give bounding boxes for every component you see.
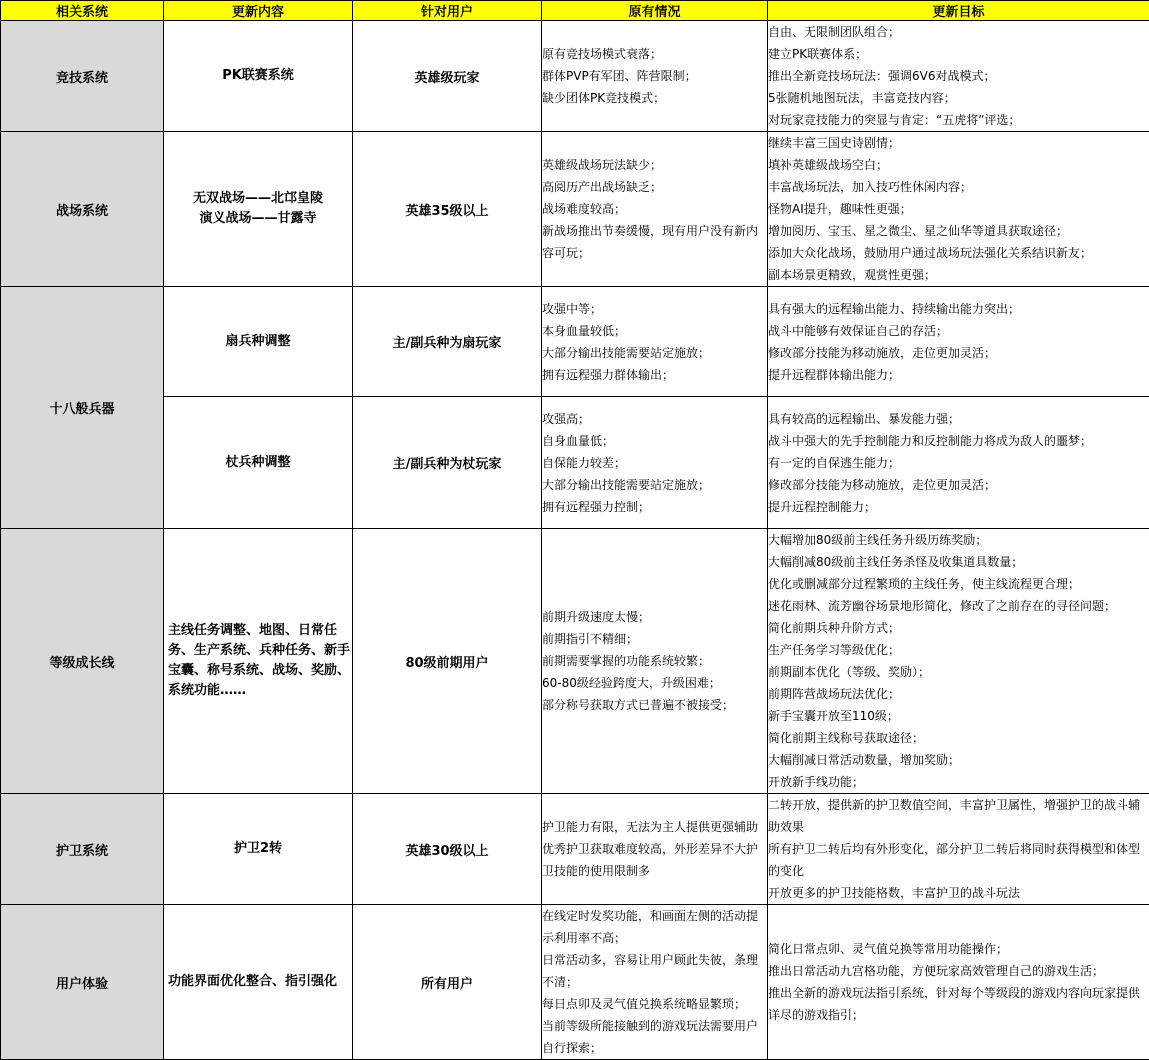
goal-item: 自由、无限制团队组合； — [768, 21, 1149, 43]
goal-cell — [768, 794, 1149, 905]
goal-item: 增加阅历、宝玉、星之微尘、星之仙华等道具获取途径； — [768, 220, 1149, 242]
original-cell — [542, 794, 768, 905]
original-item: 拥有远程强力控制； — [542, 496, 767, 518]
goal-item: 所有护卫二转后均有外形变化，部分护卫二转后将同时获得模型和体型的变化 — [768, 838, 1149, 882]
goal-cell — [768, 21, 1149, 132]
original-cell — [542, 529, 768, 794]
table-row — [1, 794, 1149, 905]
original-item: 攻强高； — [542, 408, 767, 430]
goal-item: 开放新手线功能； — [768, 771, 1149, 793]
original-item: 前期指引不精细； — [542, 628, 767, 650]
original-cell — [542, 287, 768, 397]
goal-cell — [768, 529, 1149, 794]
original-item: 本身血量较低； — [542, 320, 767, 342]
table-row — [1, 905, 1149, 1060]
header-row — [1, 1, 1149, 21]
goal-item: 继续丰富三国史诗剧情； — [768, 132, 1149, 154]
goal-item: 前期阵营战场玩法优化； — [768, 683, 1149, 705]
update-line: 护卫2转 — [164, 839, 352, 859]
user-cell: 所有用户 — [353, 905, 542, 1060]
goal-item: 提升远程群体输出能力； — [768, 364, 1149, 386]
original-item: 大部分输出技能需要站定施放； — [542, 474, 767, 496]
goal-item: 建立PK联赛体系； — [768, 43, 1149, 65]
goal-item: 丰富战场玩法，加入技巧性休闲内容； — [768, 176, 1149, 198]
goal-cell — [768, 905, 1149, 1060]
original-item: 部分称号获取方式已普遍不被接受； — [542, 694, 767, 716]
table-row — [1, 132, 1149, 287]
original-item: 高阅历产出战场缺乏； — [542, 176, 767, 198]
goal-item: 副本场景更精致，观赏性更强； — [768, 264, 1149, 286]
header-update-content: 更新内容 — [164, 1, 353, 21]
system-cell: 战场系统 — [1, 132, 164, 287]
original-item: 攻强中等； — [542, 298, 767, 320]
system-cell: 用户体验 — [1, 905, 164, 1060]
goal-item: 5张随机地图玩法，丰富竞技内容； — [768, 87, 1149, 109]
update-cell — [164, 287, 353, 397]
original-item: 前期升级速度太慢； — [542, 606, 767, 628]
user-cell: 主/副兵种为杖玩家 — [353, 397, 542, 529]
update-line: 扇兵种调整 — [164, 332, 352, 352]
goal-cell — [768, 397, 1149, 529]
goal-item: 简化前期兵种升阶方式； — [768, 617, 1149, 639]
original-item: 当前等级所能接触到的游戏玩法需要用户自行探索； — [542, 1015, 767, 1059]
system-cell: 十八般兵器 — [1, 287, 164, 529]
table-row — [1, 287, 1149, 397]
original-item: 前期需要掌握的功能系统较繁； — [542, 650, 767, 672]
user-cell: 80级前期用户 — [353, 529, 542, 794]
original-item: 日常活动多，容易让用户顾此失彼，条理不清； — [542, 949, 767, 993]
original-item: 60-80级经验跨度大，升级困难； — [542, 672, 767, 694]
goal-item: 优化或删减部分过程繁琐的主线任务，使主线流程更合理； — [768, 573, 1149, 595]
goal-item: 生产任务学习等级优化； — [768, 639, 1149, 661]
system-cell: 等级成长线 — [1, 529, 164, 794]
goal-item: 前期副本优化（等级、奖励）； — [768, 661, 1149, 683]
goal-item: 怪物AI提升，趣味性更强； — [768, 198, 1149, 220]
update-cell — [164, 905, 353, 1060]
goal-item: 大幅削减80级前主线任务杀怪及收集道具数量； — [768, 551, 1149, 573]
user-cell: 主/副兵种为扇玩家 — [353, 287, 542, 397]
goal-item: 新手宝囊开放至110级； — [768, 705, 1149, 727]
table-row — [1, 529, 1149, 794]
header-original-situation: 原有情况 — [542, 1, 768, 21]
table-row — [1, 397, 1149, 529]
original-item: 大部分输出技能需要站定施放； — [542, 342, 767, 364]
goal-item: 简化日常点卯、灵气值兑换等常用功能操作； — [768, 938, 1149, 960]
goal-item: 简化前期主线称号获取途径； — [768, 727, 1149, 749]
update-line: 杖兵种调整 — [164, 453, 352, 473]
original-item: 缺少团体PK竞技模式； — [542, 87, 767, 109]
system-cell: 护卫系统 — [1, 794, 164, 905]
update-line: 无双战场——北邙皇陵 — [164, 189, 352, 209]
original-item: 群体PVP有军团、阵营限制； — [542, 65, 767, 87]
original-item: 英雄级战场玩法缺少； — [542, 154, 767, 176]
original-item: 自身血量低； — [542, 430, 767, 452]
goal-item: 推出全新的游戏玩法指引系统，针对每个等级段的游戏内容向玩家提供详尽的游戏指引； — [768, 982, 1149, 1026]
goal-item: 战斗中能够有效保证自己的存活； — [768, 320, 1149, 342]
goal-item: 推出全新竞技场玩法：强调6V6对战模式； — [768, 65, 1149, 87]
update-line: PK联赛系统 — [164, 66, 352, 86]
table-row — [1, 21, 1149, 132]
original-cell — [542, 132, 768, 287]
system-cell: 竞技系统 — [1, 21, 164, 132]
goal-item: 推出日常活动九宫格功能，方便玩家高效管理自己的游戏生活； — [768, 960, 1149, 982]
goal-item: 修改部分技能为移动施放，走位更加灵活； — [768, 474, 1149, 496]
user-cell: 英雄35级以上 — [353, 132, 542, 287]
goal-item: 具有强大的远程输出能力、持续输出能力突出； — [768, 298, 1149, 320]
goal-item: 迷花雨林、流芳幽谷场景地形简化，修改了之前存在的寻径问题； — [768, 595, 1149, 617]
update-line: 演义战场——甘露寺 — [164, 209, 352, 229]
original-item: 优秀护卫获取难度较高，外形差异不大护卫技能的使用限制多 — [542, 838, 767, 882]
update-cell — [164, 21, 353, 132]
update-cell — [164, 132, 353, 287]
goal-item: 修改部分技能为移动施放，走位更加灵活； — [768, 342, 1149, 364]
goal-cell — [768, 132, 1149, 287]
original-item: 新战场推出节奏缓慢，现有用户没有新内容可玩； — [542, 220, 767, 264]
update-line: 主线任务调整、地图、日常任务、生产系统、兵种任务、新手宝囊、称号系统、战场、奖励、系统功能…… — [168, 621, 350, 701]
goal-cell — [768, 287, 1149, 397]
original-cell — [542, 397, 768, 529]
user-cell: 英雄30级以上 — [353, 794, 542, 905]
update-cell — [164, 397, 353, 529]
header-update-goal: 更新目标 — [768, 1, 1149, 21]
goal-item: 对玩家竞技能力的突显与肯定：“五虎将”评选； — [768, 109, 1149, 131]
goal-item: 提升远程控制能力； — [768, 496, 1149, 518]
update-cell — [164, 794, 353, 905]
user-cell: 英雄级玩家 — [353, 21, 542, 132]
update-line: 功能界面优化整合、指引强化 — [168, 972, 350, 992]
goal-item: 大幅削减日常活动数量，增加奖励； — [768, 749, 1149, 771]
original-cell — [542, 21, 768, 132]
goal-item: 战斗中强大的先手控制能力和反控制能力将成为敌人的噩梦； — [768, 430, 1149, 452]
original-item: 原有竞技场模式衰落； — [542, 43, 767, 65]
original-item: 每日点卯及灵气值兑换系统略显繁琐； — [542, 993, 767, 1015]
original-item: 在线定时发奖功能，和画面左侧的活动提示利用率不高； — [542, 905, 767, 949]
goal-item: 有一定的自保逃生能力； — [768, 452, 1149, 474]
goal-item: 大幅增加80级前主线任务升级历练奖励； — [768, 529, 1149, 551]
goal-item: 二转开放，提供新的护卫数值空间，丰富护卫属性，增强护卫的战斗辅助效果 — [768, 794, 1149, 838]
header-related-system: 相关系统 — [1, 1, 164, 21]
update-cell — [164, 529, 353, 794]
original-cell — [542, 905, 768, 1060]
goal-item: 具有较高的远程输出、暴发能力强； — [768, 408, 1149, 430]
original-item: 护卫能力有限，无法为主人提供更强辅助 — [542, 816, 767, 838]
original-item: 拥有远程强力群体输出； — [542, 364, 767, 386]
original-item: 战场难度较高； — [542, 198, 767, 220]
original-item: 自保能力较差； — [542, 452, 767, 474]
goal-item: 开放更多的护卫技能格数，丰富护卫的战斗玩法 — [768, 882, 1149, 904]
header-target-user: 针对用户 — [353, 1, 542, 21]
goal-item: 填补英雄级战场空白； — [768, 154, 1149, 176]
goal-item: 添加大众化战场，鼓励用户通过战场玩法强化关系结识新友； — [768, 242, 1149, 264]
